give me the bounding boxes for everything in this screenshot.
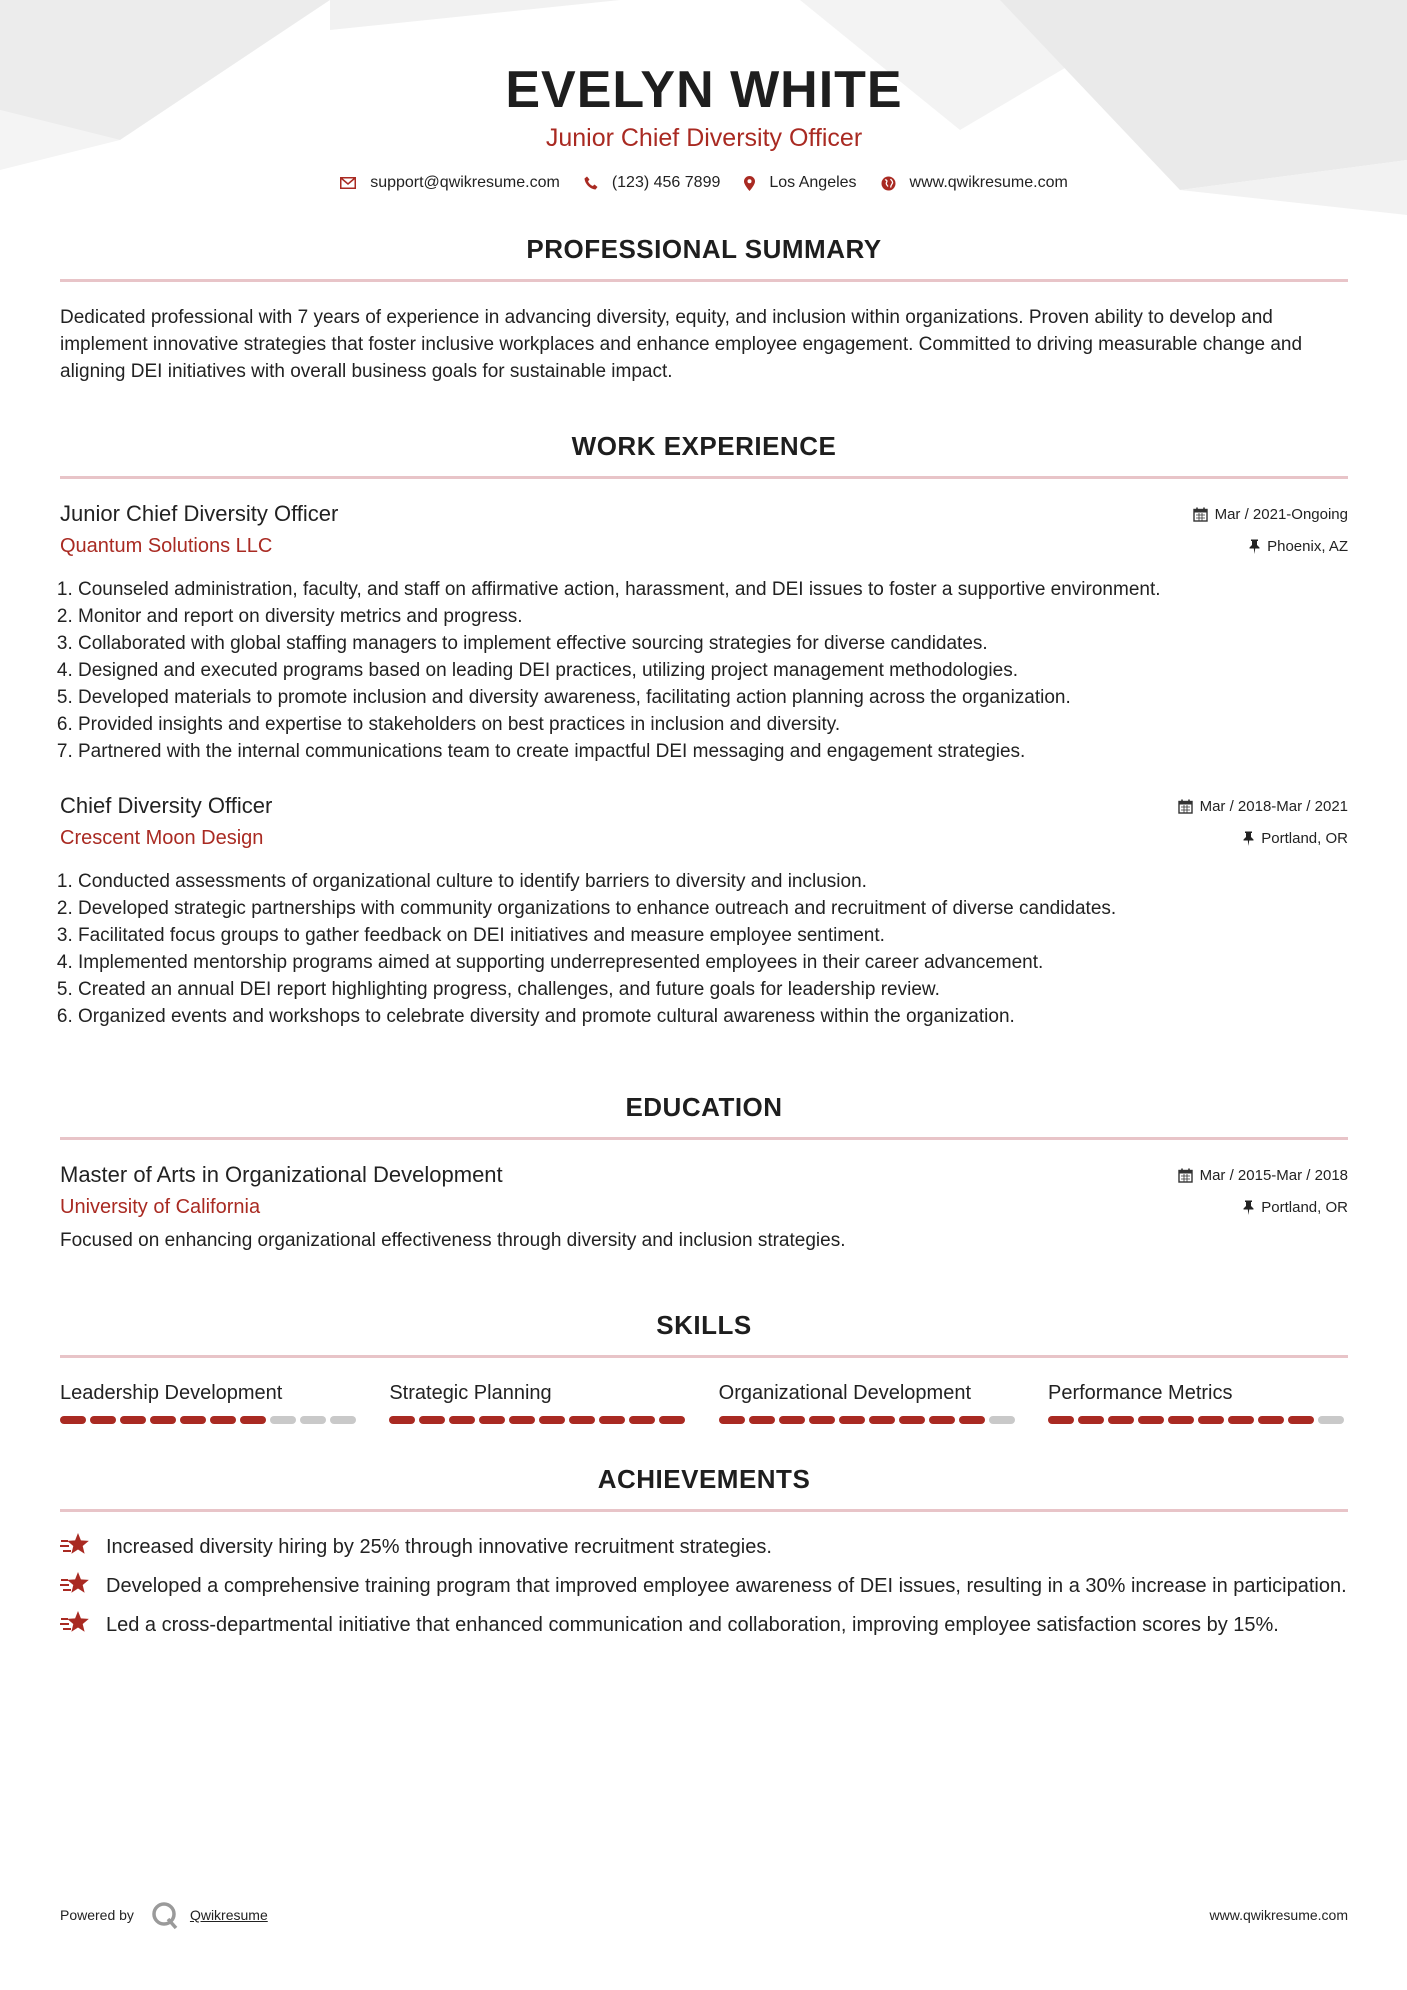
pushpin-icon <box>1243 831 1254 846</box>
contact-location-text: Los Angeles <box>769 174 857 191</box>
contact-location <box>744 174 856 192</box>
skill-item <box>719 1380 1019 1424</box>
experience-heading: WORK EXPERIENCE <box>571 431 837 461</box>
skill-segment-filled <box>180 1416 206 1424</box>
skill-segment-filled <box>599 1416 625 1424</box>
education-divider <box>60 1137 1348 1140</box>
skill-segment-filled <box>1198 1416 1224 1424</box>
skills-list <box>60 1380 1348 1424</box>
skill-segment-filled <box>779 1416 805 1424</box>
skill-segment-filled <box>1288 1416 1314 1424</box>
skill-segment-filled <box>389 1416 415 1424</box>
achievement-item <box>60 1612 1348 1639</box>
skills-heading: SKILLS <box>656 1310 752 1340</box>
skill-segment-filled <box>1138 1416 1164 1424</box>
globe-icon <box>881 176 896 191</box>
job-bullet: 4. Implemented mentorship programs aimed at supporting underrepresented employees in their career advancement. <box>78 949 1348 976</box>
phone-icon <box>584 176 598 190</box>
job-location-text: Portland, OR <box>1261 830 1348 847</box>
skill-segment-filled <box>629 1416 655 1424</box>
skill-segment-filled <box>899 1416 925 1424</box>
skill-segment-filled <box>1108 1416 1134 1424</box>
skill-segment-empty <box>270 1416 296 1424</box>
job-dates-text: Mar / 2018-Mar / 2021 <box>1199 797 1348 815</box>
summary-divider <box>60 279 1348 282</box>
skill-segment-filled <box>959 1416 985 1424</box>
skill-level-bar <box>1048 1416 1348 1424</box>
job-bullet: 3. Collaborated with global staffing managers to implement effective sourcing strategies for diverse candidates. <box>78 630 1348 657</box>
skill-item <box>60 1380 360 1424</box>
powered-by-label: Powered by <box>60 1907 134 1923</box>
star-icon <box>60 1571 92 1597</box>
job-title: Junior Chief Diversity Officer <box>60 501 339 526</box>
skill-segment-empty <box>330 1416 356 1424</box>
job-bullet: 5. Created an annual DEI report highlighting progress, challenges, and future goals for leadership review. <box>78 976 1348 1003</box>
resume-header <box>60 0 1348 192</box>
footer-website[interactable]: www.qwikresume.com <box>1209 1907 1348 1923</box>
qwikresume-link[interactable]: Qwikresume <box>189 1907 268 1923</box>
skill-segment-empty <box>989 1416 1015 1424</box>
skill-level-bar <box>719 1416 1019 1424</box>
education-dates-text: Mar / 2015-Mar / 2018 <box>1199 1166 1348 1184</box>
contact-phone-text: (123) 456 7899 <box>611 174 721 191</box>
skill-segment-filled <box>120 1416 146 1424</box>
candidate-name: EVELYN WHITE <box>505 61 903 119</box>
job-dates <box>1193 506 1348 523</box>
contact-email[interactable] <box>340 174 560 192</box>
job-bullet: 2. Monitor and report on diversity metrics and progress. <box>78 603 1348 630</box>
skill-segment-filled <box>1078 1416 1104 1424</box>
skill-segment-filled <box>150 1416 176 1424</box>
job-bullet: 1. Counseled administration, faculty, and staff on affirmative action, harassment, and DEI issues to foster a supportive environment. <box>78 576 1348 603</box>
skill-segment-filled <box>1168 1416 1194 1424</box>
skill-segment-filled <box>539 1416 565 1424</box>
achievements-section <box>60 1464 1348 1639</box>
qwikresume-logo-icon <box>150 1900 180 1930</box>
job-location <box>1249 538 1348 555</box>
skill-name: Leadership Development <box>60 1382 283 1404</box>
achievements-list <box>60 1534 1348 1639</box>
contact-phone[interactable] <box>584 174 721 192</box>
calendar-icon <box>1193 507 1208 522</box>
skill-segment-filled <box>479 1416 505 1424</box>
footer-branding <box>60 1900 268 1930</box>
skill-segment-filled <box>60 1416 86 1424</box>
contact-email-text: support@qwikresume.com <box>370 174 560 191</box>
skill-segment-filled <box>869 1416 895 1424</box>
company-name: Crescent Moon Design <box>60 827 264 849</box>
job-bullet: 6. Organized events and workshops to celebrate diversity and promote cultural awareness within the organization. <box>78 1003 1348 1030</box>
job-bullet: 7. Partnered with the internal communications team to create impactful DEI messaging and engagement strategies. <box>78 738 1348 765</box>
pushpin-icon <box>1249 539 1260 554</box>
education-description: Focused on enhancing organizational effectiveness through diversity and inclusion strategies. <box>60 1230 846 1251</box>
envelope-icon <box>340 177 356 189</box>
job-bullet: 5. Developed materials to promote inclusion and diversity awareness, facilitating action planning across the organization. <box>78 684 1348 711</box>
education-section <box>60 1092 1348 1254</box>
star-icon <box>60 1532 92 1558</box>
experience-divider <box>60 476 1348 479</box>
skill-name: Organizational Development <box>718 1382 972 1404</box>
job-bullet: 1. Conducted assessments of organizational culture to identify barriers to diversity and inclusion. <box>78 868 1348 895</box>
skill-segment-filled <box>210 1416 236 1424</box>
skill-segment-filled <box>749 1416 775 1424</box>
star-icon <box>60 1610 92 1636</box>
skill-segment-filled <box>1228 1416 1254 1424</box>
calendar-icon <box>1178 1168 1193 1183</box>
summary-section <box>60 234 1348 385</box>
skill-segment-filled <box>419 1416 445 1424</box>
job-bullet: 3. Facilitated focus groups to gather feedback on DEI initiatives and measure employee sentiment. <box>78 922 1348 949</box>
skill-segment-filled <box>1258 1416 1284 1424</box>
job-bullet: 4. Designed and executed programs based on leading DEI practices, utilizing project management methodologies. <box>78 657 1348 684</box>
job-dates-text: Mar / 2021-Ongoing <box>1214 505 1348 523</box>
achievements-divider <box>60 1509 1348 1512</box>
skill-segment-filled <box>809 1416 835 1424</box>
job-bullets <box>60 868 1348 1030</box>
job-location-text: Phoenix, AZ <box>1267 538 1348 555</box>
resume-content <box>60 0 1348 1651</box>
contact-bar <box>60 174 1348 192</box>
skill-name: Strategic Planning <box>389 1382 552 1404</box>
contact-website-text: www.qwikresume.com <box>909 174 1068 191</box>
achievement-text: Led a cross-departmental initiative that enhanced communication and collaboration, improving employee satisfaction scores by 15%. <box>106 1614 1279 1636</box>
skill-segment-filled <box>509 1416 535 1424</box>
job-title: Chief Diversity Officer <box>60 793 273 818</box>
contact-website[interactable] <box>881 174 1068 192</box>
company-name: Quantum Solutions LLC <box>60 535 273 557</box>
skill-name: Performance Metrics <box>1047 1382 1233 1404</box>
skill-segment-filled <box>659 1416 685 1424</box>
degree-title: Master of Arts in Organizational Development <box>60 1162 503 1187</box>
page-footer <box>60 1900 1348 1930</box>
achievements-heading: ACHIEVEMENTS <box>597 1464 811 1494</box>
pushpin-icon <box>1243 1200 1254 1215</box>
skill-segment-empty <box>300 1416 326 1424</box>
education-location <box>1243 1199 1348 1216</box>
skill-segment-filled <box>449 1416 475 1424</box>
skill-segment-filled <box>929 1416 955 1424</box>
achievement-text: Increased diversity hiring by 25% through innovative recruitment strategies. <box>106 1536 772 1558</box>
skill-item <box>389 1380 689 1424</box>
achievement-item <box>60 1573 1348 1600</box>
skill-segment-empty <box>1318 1416 1344 1424</box>
achievement-item <box>60 1534 1348 1561</box>
skill-item <box>1048 1380 1348 1424</box>
skill-segment-filled <box>569 1416 595 1424</box>
skill-segment-filled <box>719 1416 745 1424</box>
skill-segment-filled <box>1048 1416 1074 1424</box>
job-bullet: 2. Developed strategic partnerships with community organizations to enhance outreach and recruitment of diverse candidates. <box>78 895 1348 922</box>
job-dates <box>1178 798 1348 815</box>
education-location-text: Portland, OR <box>1261 1199 1348 1216</box>
skills-section <box>60 1310 1348 1424</box>
experience-section <box>60 431 1348 1030</box>
achievement-text: Developed a comprehensive training program that improved employee awareness of DEI issues, resulting in a 30% increase in participation. <box>106 1575 1347 1597</box>
summary-text: Dedicated professional with 7 years of experience in advancing diversity, equity, and inclusion within organizations. Proven ability to develop and implement innovative strategies that foster inclusive workplaces and enhance employee engagement. Committed to driving measurable change and aligning DEI initiatives with overall business goals for sustainable impact. <box>60 307 1303 382</box>
skill-segment-filled <box>839 1416 865 1424</box>
map-pin-icon <box>744 176 755 191</box>
skill-level-bar <box>60 1416 360 1424</box>
job-location <box>1243 830 1348 847</box>
skill-level-bar <box>389 1416 689 1424</box>
skill-segment-filled <box>90 1416 116 1424</box>
summary-heading: PROFESSIONAL SUMMARY <box>526 234 882 264</box>
candidate-role: Junior Chief Diversity Officer <box>545 124 863 152</box>
skills-divider <box>60 1355 1348 1358</box>
education-dates <box>1178 1167 1348 1184</box>
job-entry <box>60 793 1348 1030</box>
job-bullet: 6. Provided insights and expertise to stakeholders on best practices in inclusion and diversity. <box>78 711 1348 738</box>
school-name: University of California <box>60 1196 261 1218</box>
calendar-icon <box>1178 799 1193 814</box>
job-entry <box>60 501 1348 765</box>
job-bullets <box>60 576 1348 765</box>
skill-segment-filled <box>240 1416 266 1424</box>
education-heading: EDUCATION <box>625 1092 783 1122</box>
